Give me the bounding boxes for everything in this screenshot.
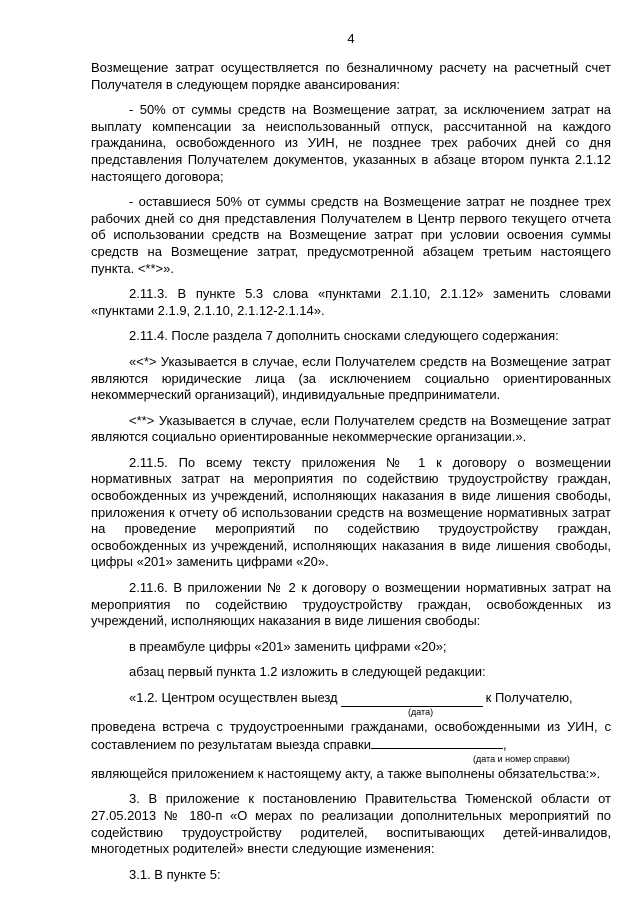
paragraph-remaining-advance: - оставшиеся 50% от суммы средств на Возмещение затрат не позднее трех рабочих дней со дня представления Получателем в Центр первого текущего отчета об использовании средств на Возмещение затрат при условии освоения суммы средств на Возмещение затрат, предусмотренной абзацем третьим настоящего пункта. <**>». [91,194,611,276]
paragraph-3-1: 3.1. В пункте 5: [129,866,221,882]
paragraph-meeting: проведена встреча с трудоустроенными гражданами, освобожденными из УИН, с составлением по результатам выезда справки , [91,718,611,753]
paragraph-2-11-4: 2.11.4. После раздела 7 дополнить сносками следующего содержания: [129,328,559,344]
paragraph-2-11-3: 2.11.3. В пункте 5.3 слова «пунктами 2.1.10, 2.1.12» заменить словами «пунктами 2.1.9, 2.1.10, 2.1.12-2.1.14». [91,286,611,318]
form-line-visit-start: «1.2. Центром осуществлен выезд [129,690,338,705]
paragraph-preamble: в преамбуле цифры «201» заменить цифрами «20»; [129,638,447,654]
paragraph-2-11-5: 2.11.5. По всему тексту приложения № 1 к договору о возмещении нормативных затрат на мероприятия по содействию трудоустройству граждан, освобожденных из учреждений, исполняющих наказания в виде лишения свободы, приложения к отчету об использовании средств на возмещение нормативных затрат на проведение мероприятий по содействию трудоустройству граждан, освобожденных из учреждений, исполняющих наказания в виде лишения свободы, цифры «201» заменить цифрами «20». [91,454,611,570]
paragraph-2-11-6: 2.11.6. В приложении № 2 к договору о возмещении нормативных затрат на мероприятия по содействию трудоустройству граждан, освобожденных из учреждений, исполняющих наказания в виде лишения свободы: [91,580,611,629]
certificate-blank-line [371,735,503,749]
paragraph-first-advance: - 50% от суммы средств на Возмещение затрат, за исключением затрат на выплату компенсации за неиспользованный отпуск, рассчитанной на каждого гражданина, освобожденного из УИН, не позднее трех рабочих дней со дня представления Получателем документов, указанных в абзаце втором пункта 2.1.12 настоящего договора; [91,102,611,184]
footnote-one-star: «<*> Указывается в случае, если Получателем средств на Возмещение затрат являются юридические лица (за исключением социально ориентированных некоммерческий организаций), индивидуальные предприниматели. [91,353,611,403]
date-caption: (дата) [408,706,434,717]
paragraph-3: 3. В приложение к постановлению Правительства Тюменской области от 27.05.2013 № 180-п «О мерах по реализации дополнительных мероприятий по содействию трудоустройству родителей, воспитывающих детей-инвалидов, многодетных родителей» внести следующие изменения: [91,791,611,857]
paragraph-appendix-obligations: являющейся приложением к настоящему акту, а также выполнены обязательства:». [91,765,601,781]
page-number: 4 [347,31,355,46]
paragraph-1-2-intro: абзац первый пункта 1.2 изложить в следующей редакции: [129,664,486,680]
footnote-two-star: <**> Указывается в случае, если Получателем средств на Возмещение затрат являются социально ориентированные некоммерческие организации.». [91,412,611,445]
date-caption-row [91,707,611,719]
date-blank-line [341,693,483,707]
certificate-caption-row [91,754,611,766]
form-line-visit-end: к Получателю, [485,690,573,705]
certificate-caption: (дата и номер справки) [473,753,570,764]
paragraph-reimbursement-order: Возмещение затрат осуществляется по безналичному расчету на расчетный счет Получателя в следующем порядке авансирования: [91,60,611,92]
document-body [91,60,611,883]
form-line-visit [91,690,611,707]
paragraph-meeting-text: проведена встреча с трудоустроенными гражданами, освобожденными из УИН, с составлением по результатам выезда справки [91,718,611,753]
